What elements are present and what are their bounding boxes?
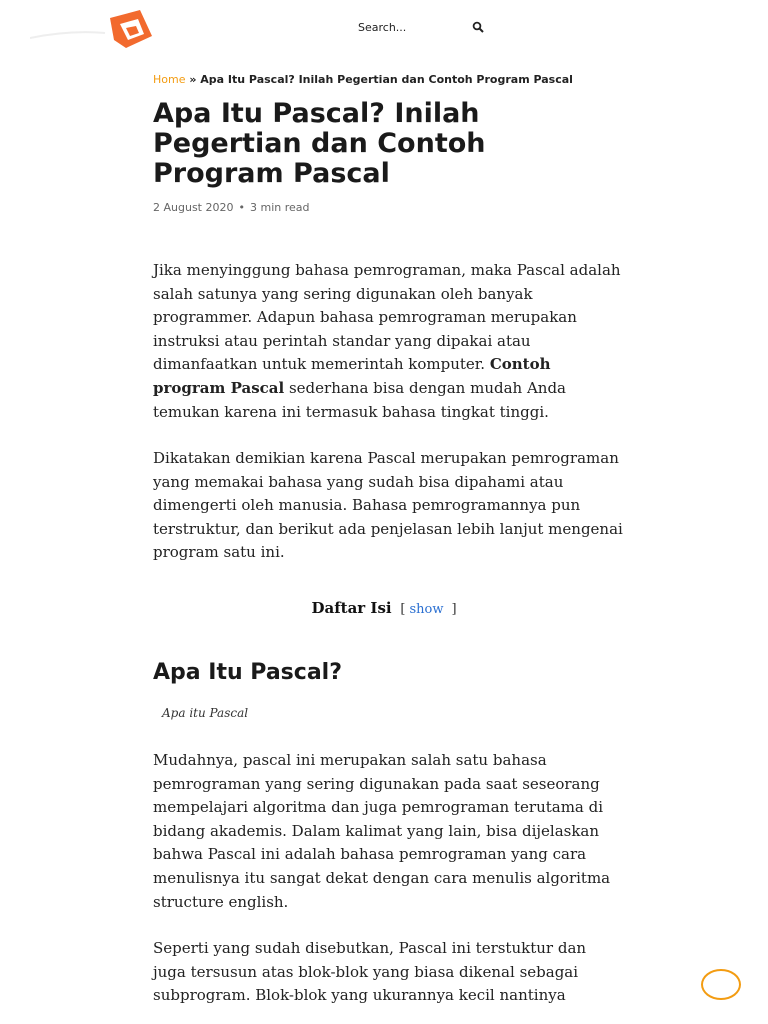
paragraph-intro-text: Jika menyinggung bahasa pemrograman, maka Pascal adalah salah satunya yang sering digunakan oleh banyak programmer. Adapun bahasa pemrograman merupakan instruksi atau perintah standar yang dipakai atau dimanfaatkan untuk memerintah komputer.: [153, 261, 621, 374]
paragraph-third: Mudahnya, pascal ini merupakan salah satu bahasa pemrograman yang sering digunakan pada saat seseorang mempelajari algoritma dan juga pemrograman terutama di bidang akademis. Dalam kalimat yang lain, bisa dijelaskan bahwa Pascal ini adalah bahasa pemrograman yang cara menulisnya itu sangat dekat dengan cara menulis algoritma structure english.: [153, 751, 611, 911]
toc-bracket-close: ]: [451, 602, 457, 617]
section-heading: Apa Itu Pascal?: [153, 660, 342, 685]
meta-separator: •: [238, 201, 245, 214]
post-meta: [153, 201, 310, 214]
search-input[interactable]: Search...: [358, 21, 407, 34]
toc-bracket-open: [: [400, 602, 406, 617]
breadcrumb-separator: »: [189, 73, 197, 86]
paragraph-second: Dikatakan demikian karena Pascal merupakan pemrograman yang memakai bahasa yang sudah bisa dipahami atau dimengerti oleh manusia. Bahasa pemrogramannya pun terstruktur, dan berikut ada penjelasan lebih lanjut mengenai program satu ini.: [153, 449, 623, 562]
image-caption: Apa itu Pascal: [162, 706, 249, 720]
toc-title: Daftar Isi: [311, 599, 392, 617]
paragraph-intro-bold: Contoh program Pascal: [153, 355, 551, 397]
paragraph-fourth: Seperti yang sudah disebutkan, Pascal ini terstuktur dan juga tersusun atas blok-blok yang biasa dikenal sebagai subprogram. Blok-blok yang ukurannya kecil nantinya: [153, 939, 587, 1005]
scroll-to-top-button[interactable]: [701, 969, 741, 1000]
paragraph-intro: [153, 259, 623, 424]
search-icon[interactable]: [472, 21, 484, 33]
post-date: 2 August 2020: [153, 201, 234, 214]
page-title: Apa Itu Pascal? Inilah Pegertian dan Contoh Program Pascal: [153, 98, 486, 189]
site-header: [0, 0, 768, 60]
table-of-contents: [0, 599, 768, 617]
toc-show-link[interactable]: show: [409, 602, 444, 617]
breadcrumb-home-link[interactable]: Home: [153, 73, 186, 86]
read-time: 3 min read: [249, 201, 310, 214]
breadcrumb-current: Apa Itu Pascal? Inilah Pegertian dan Contoh Program Pascal: [200, 73, 573, 86]
paragraph-intro-text-end: sederhana bisa dengan mudah Anda temukan karena ini termasuk bahasa tingkat tinggi.: [153, 378, 566, 421]
site-logo[interactable]: [30, 8, 155, 52]
breadcrumb: [153, 73, 633, 86]
